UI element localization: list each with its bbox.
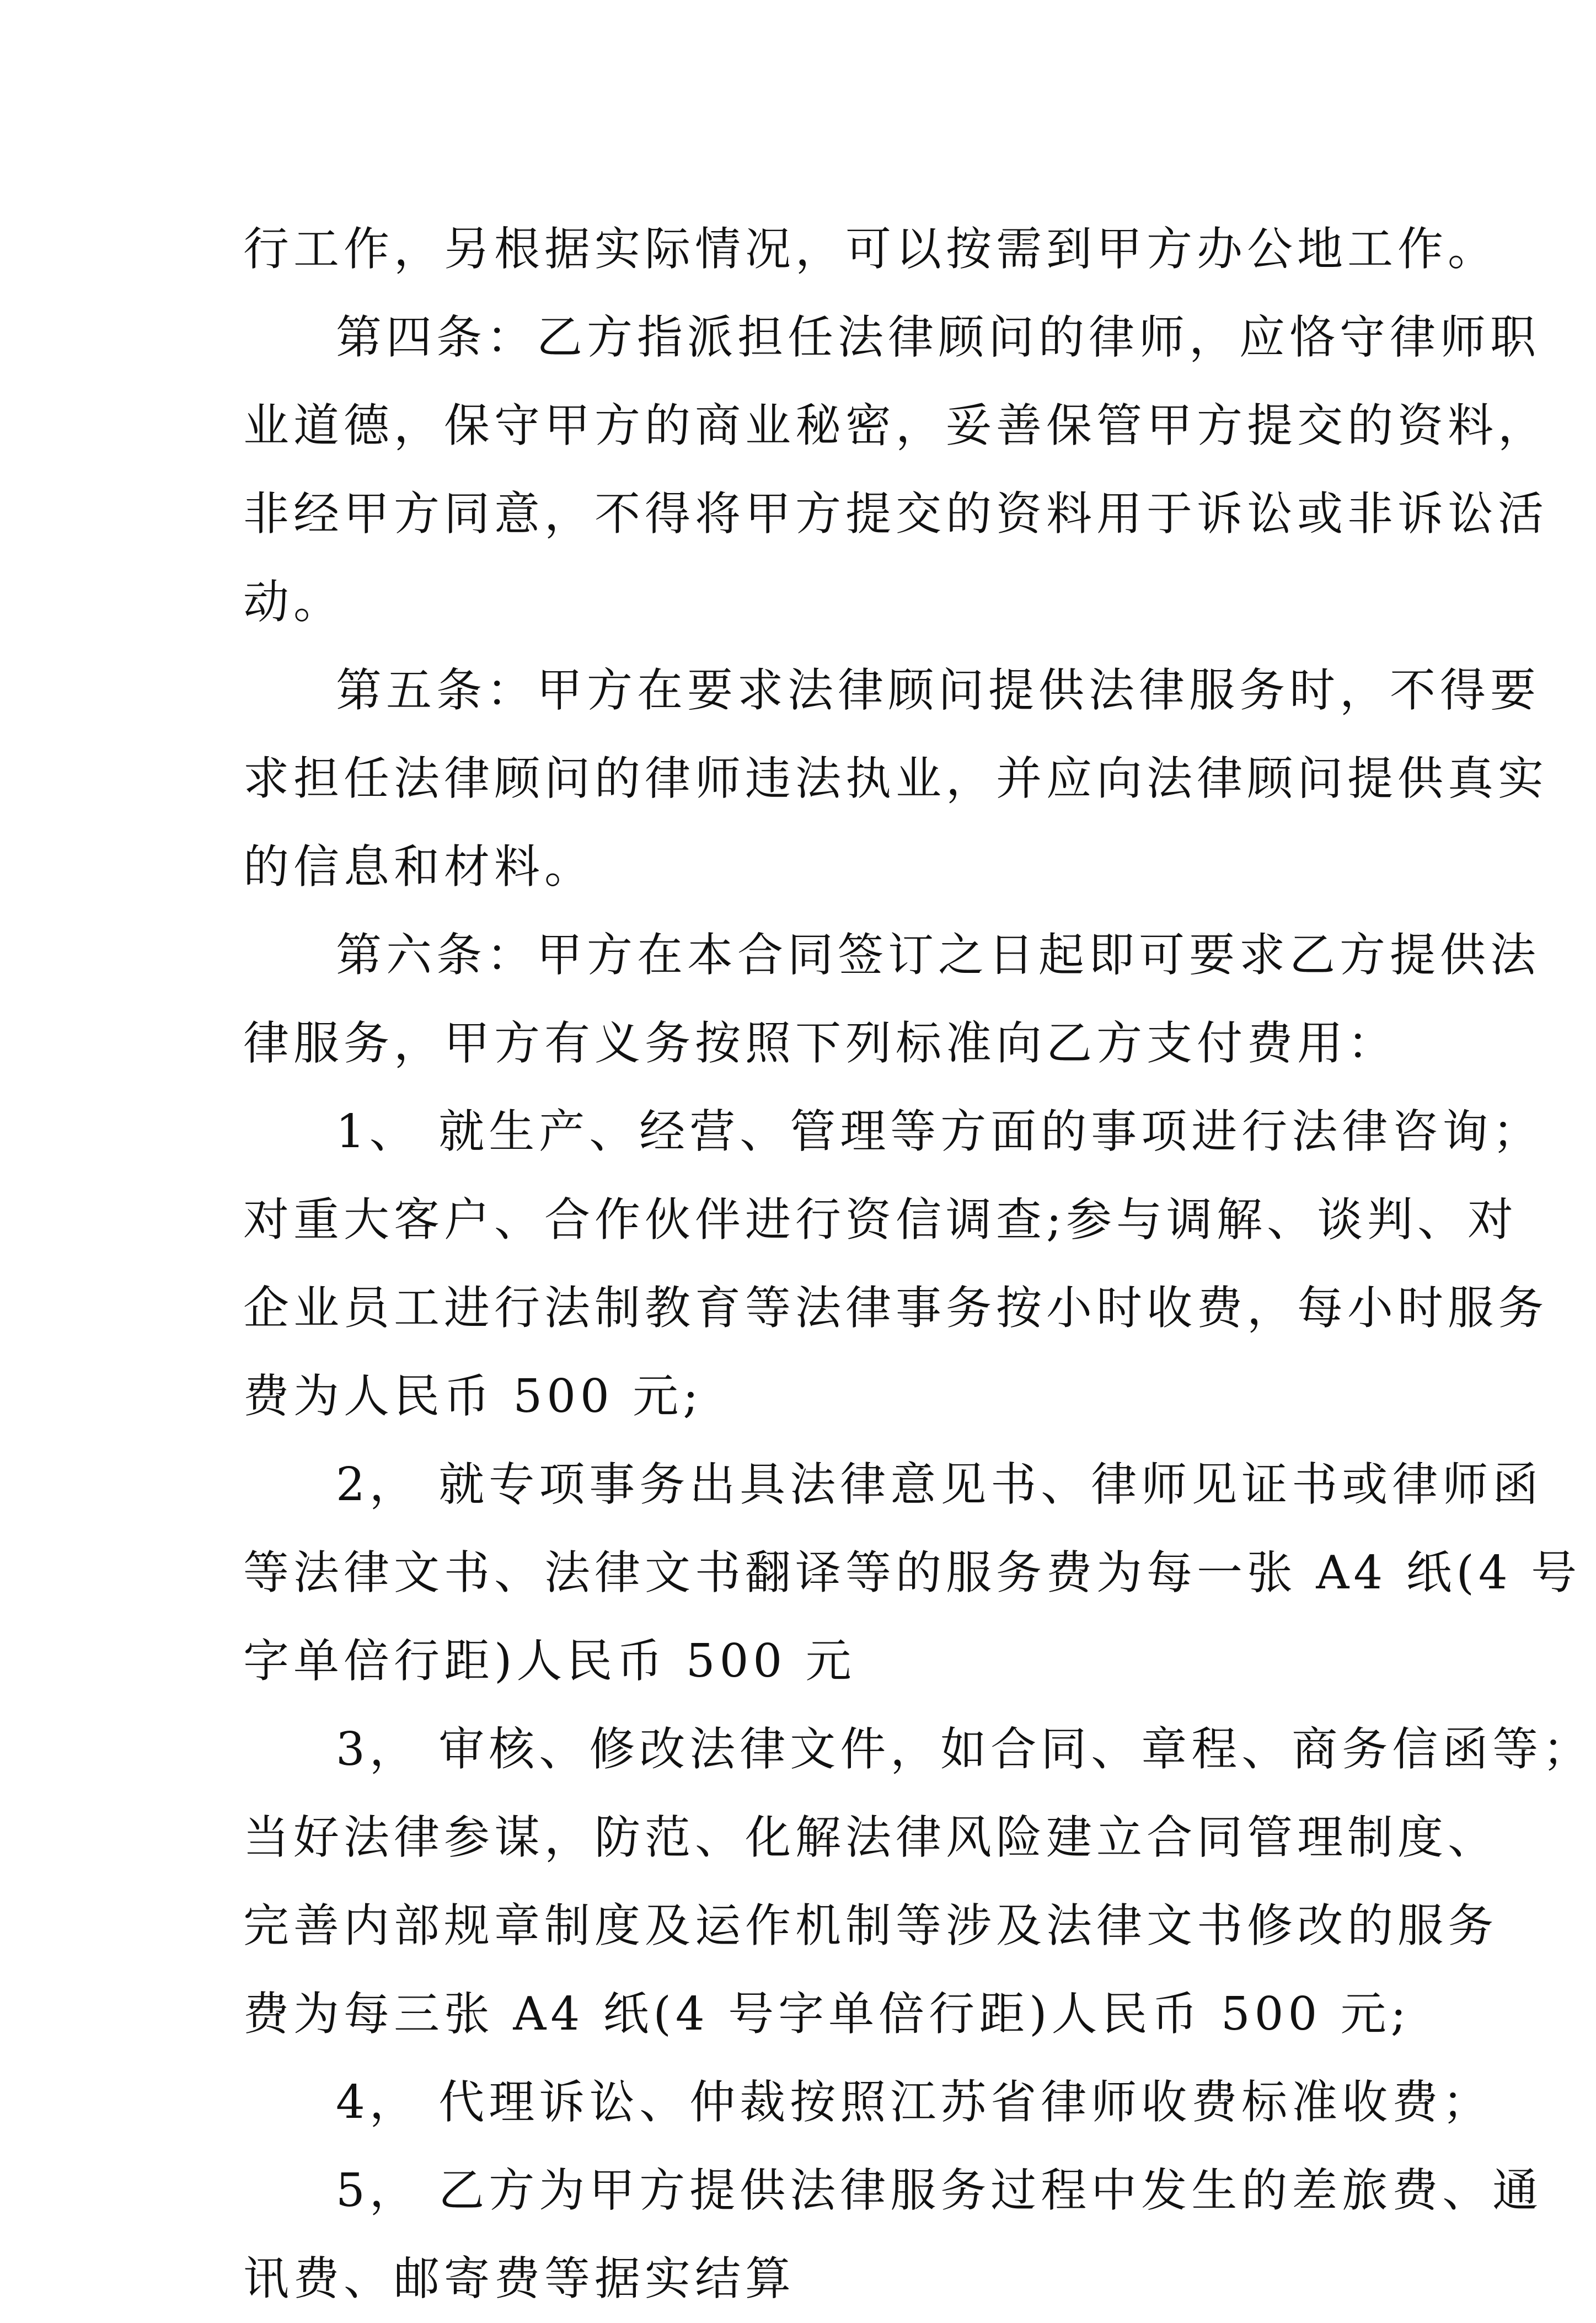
text-line: 求担任法律顾问的律师违法执业，并应向法律顾问提供真实: [243, 752, 1548, 805]
text-line: 企业员工进行法制教育等法律事务按小时收费，每小时服务: [243, 1281, 1548, 1335]
text-line: 的信息和材料。: [243, 840, 595, 893]
text-line: 讯费、邮寄费等据实结算: [243, 2252, 795, 2305]
text-line: 律服务，甲方有义务按照下列标准向乙方支付费用：: [243, 1016, 1397, 1070]
text-line: 第六条：甲方在本合同签订之日起即可要求乙方提供法: [336, 928, 1540, 982]
text-line: 费为人民币 500 元;: [243, 1369, 703, 1423]
text-line: 完善内部规章制度及运作机制等涉及法律文书修改的服务: [243, 1899, 1498, 1952]
text-line: 3， 审核、修改法律文件，如合同、章程、商务信函等；: [336, 1722, 1593, 1776]
paragraph-item-5: [243, 2147, 1543, 2323]
text-line: 4， 代理诉讼、仲裁按照江苏省律师收费标准收费；: [336, 2075, 1493, 2129]
text-line: 1、 就生产、经营、管理等方面的事项进行法律咨询；: [336, 1105, 1543, 1158]
text-line: 字单倍行距)人民币 500 元: [243, 1634, 856, 1688]
text-line: 行工作，另根据实际情况，可以按需到甲方办公地工作。: [243, 222, 1498, 276]
paragraph-item-4: [243, 2058, 1493, 2147]
text-line: 业道德，保守甲方的商业秘密，妥善保管甲方提交的资料，: [243, 399, 1548, 452]
text-line: 非经甲方同意，不得将甲方提交的资料用于诉讼或非诉讼活: [243, 487, 1548, 540]
paragraph-item-3: [243, 1705, 1593, 2058]
text-line: 2， 就专项事务出具法律意见书、律师见证书或律师函: [336, 1458, 1543, 1511]
text-line: 动。: [243, 575, 344, 629]
paragraph-article-5: [243, 646, 1548, 911]
text-line: 对重大客户、合作伙伴进行资信调查;参与调解、谈判、对: [243, 1193, 1518, 1246]
document-body: [243, 205, 1593, 2323]
paragraph-continuation: [243, 205, 1498, 293]
text-line: 费为每三张 A4 纸(4 号字单倍行距)人民币 500 元;: [243, 1987, 1411, 2041]
text-line: 第五条：甲方在要求法律顾问提供法律服务时，不得要: [336, 663, 1540, 717]
text-line: 第四条：乙方指派担任法律顾问的律师，应恪守律师职: [336, 311, 1540, 364]
text-line: 等法律文书、法律文书翻译等的服务费为每一张 A4 纸(4 号: [243, 1546, 1582, 1599]
paragraph-item-2: [243, 1441, 1582, 1705]
text-line: 当好法律参谋，防范、化解法律风险建立合同管理制度、: [243, 1811, 1498, 1864]
paragraph-article-4: [243, 293, 1548, 646]
text-line: 5， 乙方为甲方提供法律服务过程中发生的差旅费、通: [336, 2164, 1543, 2217]
paragraph-item-1: [243, 1088, 1548, 1441]
paragraph-article-6: [243, 911, 1540, 1088]
